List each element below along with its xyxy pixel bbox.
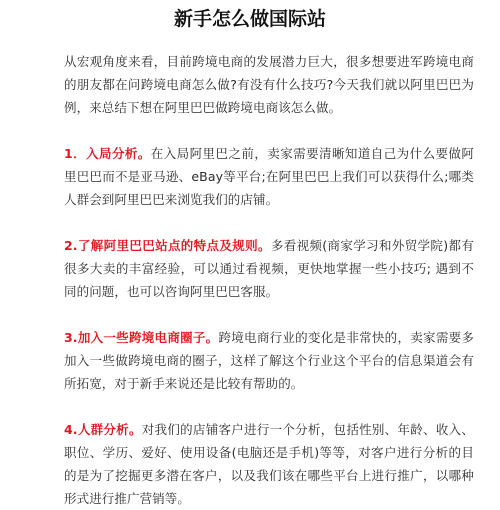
section-heading-audience-analysis: 4.人群分析。 <box>64 422 142 437</box>
article-title: 新手怎么做国际站 <box>173 8 326 30</box>
section-body-join-circles: 跨境电商行业的变化是非常快的，卖家需要多加入一些做跨境电商的圈子，这样了解这个行业这个平台的信息渠道会有所拓宽，对于新手来说还是比较有帮助的。 <box>64 330 474 391</box>
section-body-site-rules: 多看视频(商家学习和外贸学院)都有很多大卖的丰富经验，可以通过看视频，更快地掌握一些小技巧; 遇到不同的问题，也可以咨询阿里巴巴客服。 <box>64 238 474 299</box>
section-body-audience-analysis: 对我们的店铺客户进行一个分析，包括性别、年龄、收入、职位、学历、爱好、使用设备(电脑还是手机)等等，对客户进行分析的目的是为了挖掘更多潜在客户，以及我们该在哪些平台上进行推广，以哪种形式进行推广营销等。 <box>64 422 474 506</box>
section-paragraph-audience-analysis <box>64 418 474 510</box>
intro-paragraph: 从宏观角度来看，目前跨境电商的发展潜力巨大，很多想要进军跨境电商的朋友都在问跨境电商怎么做?有没有什么技巧?今天我们就以阿里巴巴为例，来总结下想在阿里巴巴做跨境电商该怎么做。 <box>64 54 474 115</box>
section-paragraph-entry-analysis <box>64 142 474 211</box>
section-heading-join-circles: 3.加入一些跨境电商圈子。 <box>64 330 219 345</box>
section-heading-site-rules: 2.了解阿里巴巴站点的特点及规则。 <box>64 238 271 253</box>
section-paragraph-site-rules <box>64 234 474 303</box>
section-body-entry-analysis: 在入局阿里巴之前，卖家需要清晰知道自己为什么要做阿里巴巴而不是亚马逊、eBay等平台;在阿里巴巴上我们可以获得什么;哪类人群会到阿里巴巴来浏览我们的店铺。 <box>64 146 474 207</box>
section-heading-entry-analysis: 1．入局分析。 <box>64 146 151 161</box>
section-paragraph-join-circles <box>64 326 474 395</box>
